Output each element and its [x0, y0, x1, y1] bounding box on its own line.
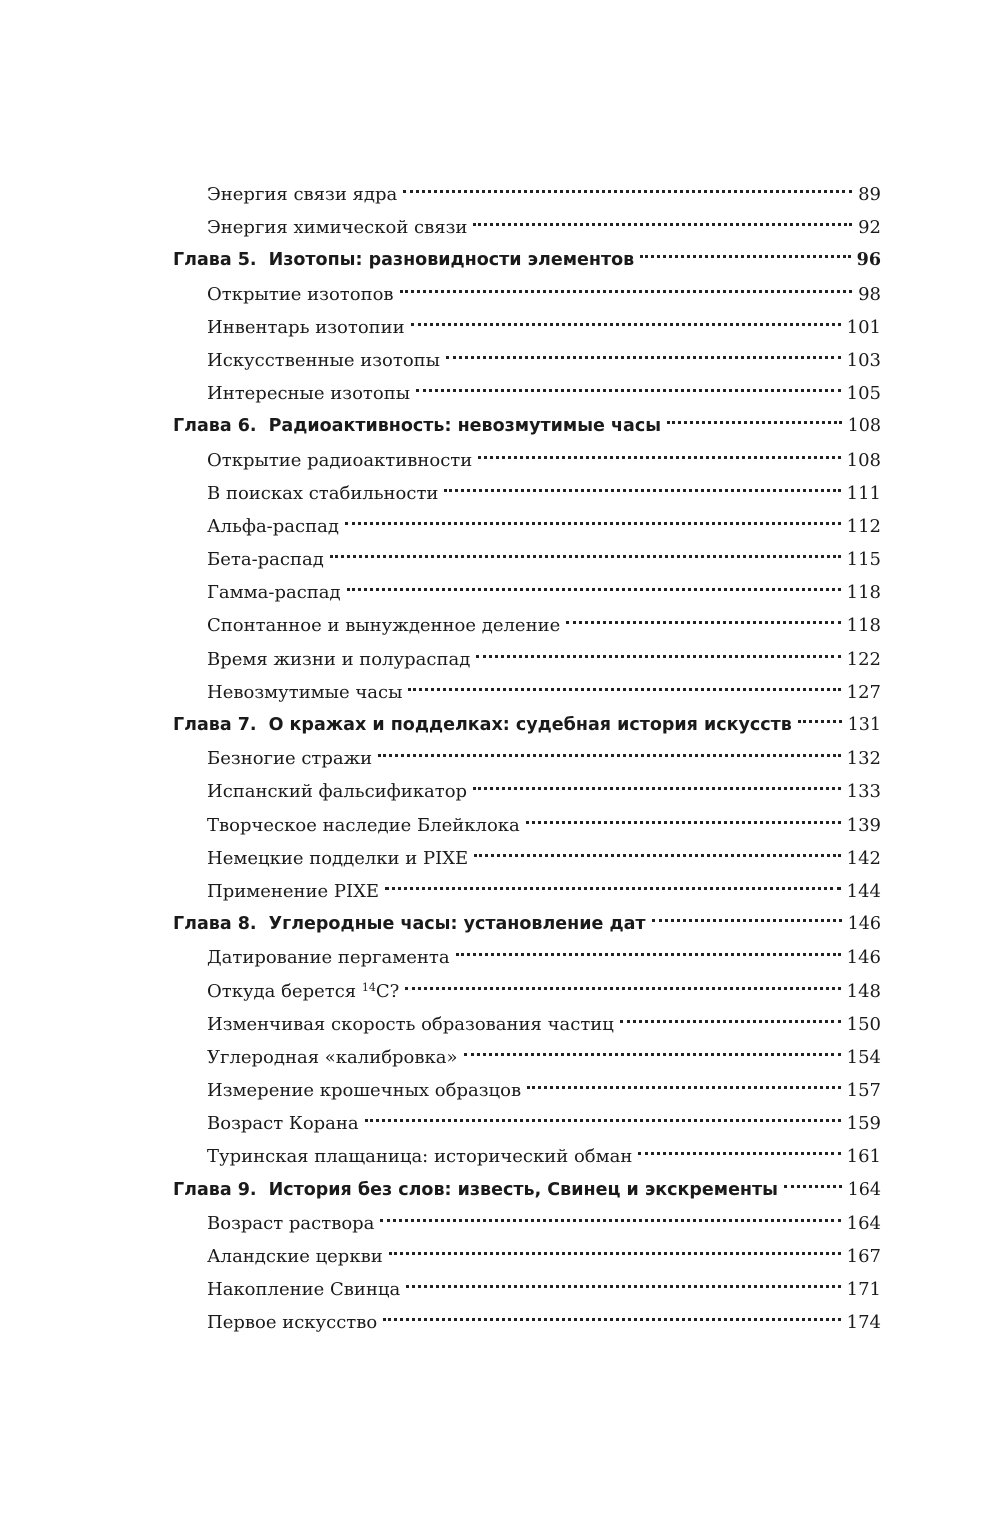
toc-section-row [173, 543, 881, 576]
page-number: 174 [846, 1312, 881, 1334]
dot-leader [620, 1020, 841, 1023]
dot-leader [406, 1285, 840, 1288]
dot-leader [446, 356, 841, 359]
section-title: Измерение крошечных образцов [207, 1080, 522, 1102]
chapter-title: Углеродные часы: установление дат [268, 914, 646, 935]
section-title: Испанский фальсификатор [207, 781, 468, 803]
dot-leader [389, 1252, 841, 1255]
section-title: Открытие изотопов [207, 283, 394, 305]
page-number: 118 [846, 582, 881, 604]
dot-leader [476, 655, 840, 658]
toc-section-row [173, 676, 881, 709]
dot-leader [640, 255, 850, 258]
page-number: 144 [846, 880, 881, 902]
page-number: 118 [846, 615, 881, 637]
chapter-number: Глава 9. [173, 1179, 257, 1200]
page-number: 171 [846, 1279, 881, 1301]
page-number: 96 [856, 250, 881, 271]
section-title: Творческое наследие Блейклока [207, 814, 520, 836]
dot-leader [667, 421, 842, 424]
section-title: Возраст раствора [207, 1212, 375, 1234]
dot-leader [385, 887, 841, 890]
dot-leader [378, 754, 840, 757]
toc-section-row [173, 875, 881, 908]
section-title: Энергия химической связи [207, 217, 468, 239]
section-title: Альфа-распад [207, 515, 339, 537]
section-title: Изменчивая скорость образования частиц [207, 1013, 614, 1035]
page-number: 122 [846, 648, 881, 670]
page-number: 161 [846, 1146, 881, 1168]
toc-chapter-row [173, 410, 881, 443]
toc-section-row [173, 842, 881, 875]
section-title: Накопление Свинца [207, 1279, 401, 1301]
page-number: 92 [858, 217, 881, 239]
section-title: Спонтанное и вынужденное деление [207, 615, 561, 637]
chapter-number: Глава 6. [173, 416, 257, 437]
dot-leader [416, 389, 841, 392]
section-title: Применение PIXE [207, 880, 380, 902]
section-title: Энергия связи ядра [207, 184, 398, 205]
dot-leader [473, 787, 841, 790]
section-title: Интересные изотопы [207, 383, 411, 405]
dot-leader [784, 1185, 842, 1188]
page-number: 131 [847, 715, 881, 735]
section-title: Первое искусство [207, 1312, 378, 1334]
section-title: Гамма-распад [207, 582, 341, 604]
dot-leader [330, 555, 841, 558]
toc-section-row [173, 444, 881, 477]
page-number: 164 [847, 1179, 881, 1200]
page-number: 139 [846, 814, 881, 836]
toc-section-row [173, 1074, 881, 1107]
dot-leader [798, 720, 842, 723]
page-number: 150 [846, 1013, 881, 1035]
toc-section-row [173, 1240, 881, 1273]
dot-leader [526, 821, 841, 824]
section-title-part: C? [375, 980, 400, 1002]
chapter-number: Глава 5. [173, 250, 257, 271]
dot-leader [456, 953, 841, 956]
toc-section-row [173, 941, 881, 974]
chapter-title: Изотопы: разновидности элементов [268, 250, 635, 271]
section-title: Время жизни и полураспад [207, 648, 471, 670]
dot-leader [380, 1219, 840, 1222]
toc-chapter-row [173, 1174, 881, 1207]
page-number: 98 [858, 283, 881, 305]
table-of-contents [173, 178, 881, 1340]
toc-chapter-row [173, 908, 881, 941]
page-number: 148 [846, 980, 881, 1002]
section-title: Немецкие подделки и PIXE [207, 847, 469, 869]
dot-leader [345, 522, 841, 525]
toc-section-row [173, 1273, 881, 1306]
toc-section-row [173, 1306, 881, 1339]
toc-chapter-row [173, 244, 881, 277]
section-title: Возраст Корана [207, 1113, 359, 1135]
isotope-superscript: 14 [361, 980, 376, 994]
chapter-number: Глава 8. [173, 914, 257, 935]
page-number: 108 [846, 449, 881, 471]
toc-chapter-row [173, 709, 881, 742]
dot-leader [474, 854, 840, 857]
section-title-part: Откуда берется [207, 980, 362, 1002]
chapter-number: Глава 7. [173, 715, 257, 735]
page-number: 142 [846, 847, 881, 869]
toc-section-row [173, 377, 881, 410]
dot-leader [403, 190, 852, 193]
dot-leader [400, 290, 853, 293]
toc-section-row [173, 1041, 881, 1074]
page-number: 146 [846, 947, 881, 969]
page-number: 101 [846, 316, 881, 338]
toc-section-row [173, 609, 881, 642]
toc-section-row [173, 576, 881, 609]
dot-leader [444, 489, 840, 492]
section-title: Датирование пергамента [207, 947, 450, 969]
dot-leader [405, 987, 840, 990]
toc-section-row [173, 211, 881, 244]
dot-leader [566, 621, 840, 624]
toc-section-row [173, 178, 881, 211]
page-number: 103 [846, 349, 881, 371]
dot-leader [347, 588, 841, 591]
section-title: Искусственные изотопы [207, 349, 440, 371]
page-number: 127 [846, 681, 881, 703]
page-number: 164 [846, 1212, 881, 1234]
toc-section-row [173, 1207, 881, 1240]
section-title: Инвентарь изотопии [207, 316, 405, 338]
page-number: 108 [847, 416, 881, 437]
dot-leader [473, 223, 852, 226]
section-title: Открытие радиоактивности [207, 449, 473, 471]
page-number: 89 [858, 184, 881, 205]
dot-leader [408, 688, 840, 691]
toc-section-row [173, 1107, 881, 1140]
toc-section-row [173, 1008, 881, 1041]
section-title: Безногие стражи [207, 748, 373, 770]
toc-section-row [173, 311, 881, 344]
page-number: 112 [846, 515, 881, 537]
toc-section-row [173, 975, 881, 1008]
page-number: 167 [846, 1246, 881, 1267]
page-number: 132 [846, 748, 881, 770]
page-number: 157 [846, 1080, 881, 1102]
dot-leader [411, 323, 841, 326]
toc-section-row [173, 742, 881, 775]
section-title: Туринская плащаница: исторический обман [207, 1146, 633, 1168]
chapter-title: Радиоактивность: невозмутимые часы [268, 416, 662, 437]
section-title: В поисках стабильности [207, 482, 439, 504]
toc-section-row [173, 477, 881, 510]
dot-leader [478, 456, 840, 459]
dot-leader [365, 1119, 841, 1122]
toc-section-row [173, 510, 881, 543]
section-title: Углеродная «калибровка» [207, 1046, 458, 1068]
toc-section-row [173, 1140, 881, 1173]
page-number: 111 [846, 482, 881, 504]
dot-leader [383, 1318, 840, 1321]
toc-section-row [173, 643, 881, 676]
toc-section-row [173, 278, 881, 311]
page-number: 133 [846, 781, 881, 803]
toc-section-row [173, 809, 881, 842]
chapter-title: О кражах и подделках: судебная история искусств [268, 715, 792, 735]
dot-leader [652, 919, 842, 922]
page-number: 154 [846, 1046, 881, 1068]
dot-leader [638, 1152, 840, 1155]
section-title: Бета-распад [207, 549, 324, 571]
toc-section-row [173, 344, 881, 377]
section-title [207, 975, 399, 1008]
dot-leader [527, 1086, 841, 1089]
dot-leader [464, 1053, 841, 1056]
page-number: 159 [846, 1113, 881, 1135]
page-number: 146 [847, 914, 881, 935]
section-title: Аландские церкви [207, 1246, 383, 1267]
section-title: Невозмутимые часы [207, 681, 403, 703]
page-number: 105 [846, 383, 881, 405]
chapter-title: История без слов: известь, Свинец и экскременты [268, 1179, 778, 1200]
page-number: 115 [846, 549, 881, 571]
toc-section-row [173, 775, 881, 808]
